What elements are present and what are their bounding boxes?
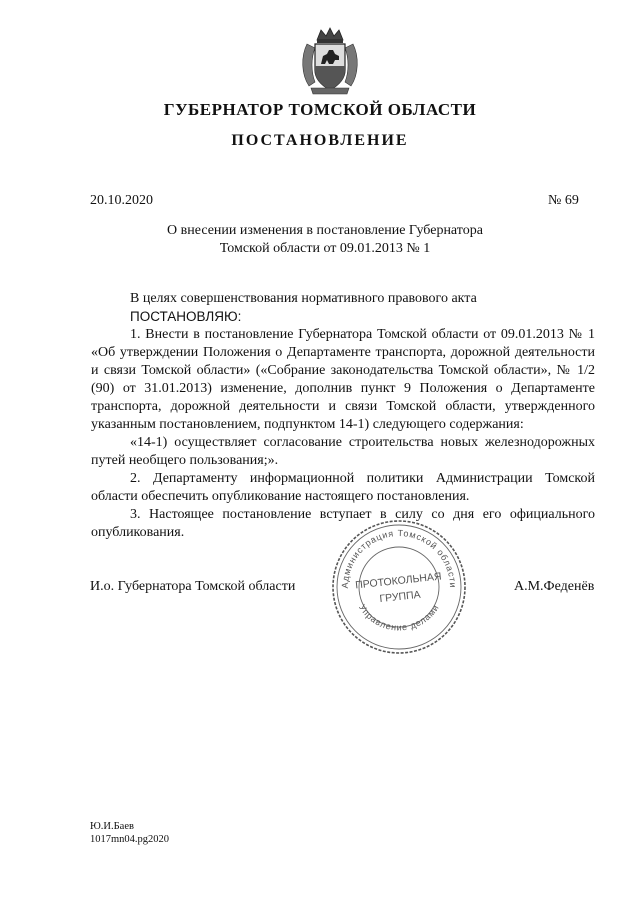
- footer-file-ref: 1017mn04.pg2020: [90, 834, 170, 845]
- document-footer: [90, 820, 169, 846]
- document-date: 20.10.2020: [90, 193, 153, 208]
- official-stamp: [330, 518, 468, 656]
- authority-title: ГУБЕРНАТОР ТОМСКОЙ ОБЛАСТИ: [163, 100, 477, 119]
- purpose-paragraph: В целях совершенствования нормативного правового акта: [130, 291, 477, 306]
- document-number: № 69: [548, 193, 579, 208]
- coat-of-arms-emblem: [299, 26, 361, 96]
- footer-author: Ю.И.Баев: [90, 821, 134, 832]
- decree-word: ПОСТАНОВЛЯЮ:: [130, 309, 242, 324]
- item-1-paragraph: 1. Внести в постановление Губернатора Томской области от 09.01.2013 № 1 «Об утверждении Положения о Департаменте транспорта, дорожной деятельности и связи Томской области» («Собрание законодательства Томской области», № 1/2 (90) от 31.01.2013) изменение, дополнив пункт 9 Положения о Департаменте транспорта, дорожной деятельности и связи Томской области, утвержденного указанным постановлением, подпунктом 14-1) следующего содержания:: [91, 327, 595, 432]
- signatory-name: А.М.Феденёв: [514, 579, 595, 594]
- document-body: [91, 290, 595, 542]
- item-2-paragraph: 2. Департаменту информационной политики Администрации Томской области обеспечить опубликование настоящего постановления.: [91, 471, 595, 504]
- stamp-center-line-1: ПРОТОКОЛЬНАЯ: [354, 570, 443, 592]
- signatory-position: И.о. Губернатора Томской области: [90, 579, 296, 594]
- item-3-paragraph: 3. Настоящее постановление вступает в силу со дня его официального опубликования.: [91, 507, 595, 540]
- subject-line-2: Томской области от 09.01.2013 № 1: [219, 241, 431, 256]
- subject-line-1: О внесении изменения в постановление Губернатора: [167, 223, 483, 238]
- svg-text:Управление делами: [357, 603, 441, 633]
- stamp-center-line-2: ГРУППА: [378, 588, 422, 606]
- stamp-ring-top-text: Администрация Томской области: [339, 527, 459, 589]
- document-subject: [150, 222, 500, 258]
- document-type: ПОСТАНОВЛЕНИЕ: [231, 132, 409, 149]
- item-1-quote-paragraph: «14-1) осуществляет согласование строительства новых железнодорожных путей необщего пользования;».: [91, 435, 595, 468]
- stamp-ring-bottom-text: Управление делами: [357, 602, 441, 633]
